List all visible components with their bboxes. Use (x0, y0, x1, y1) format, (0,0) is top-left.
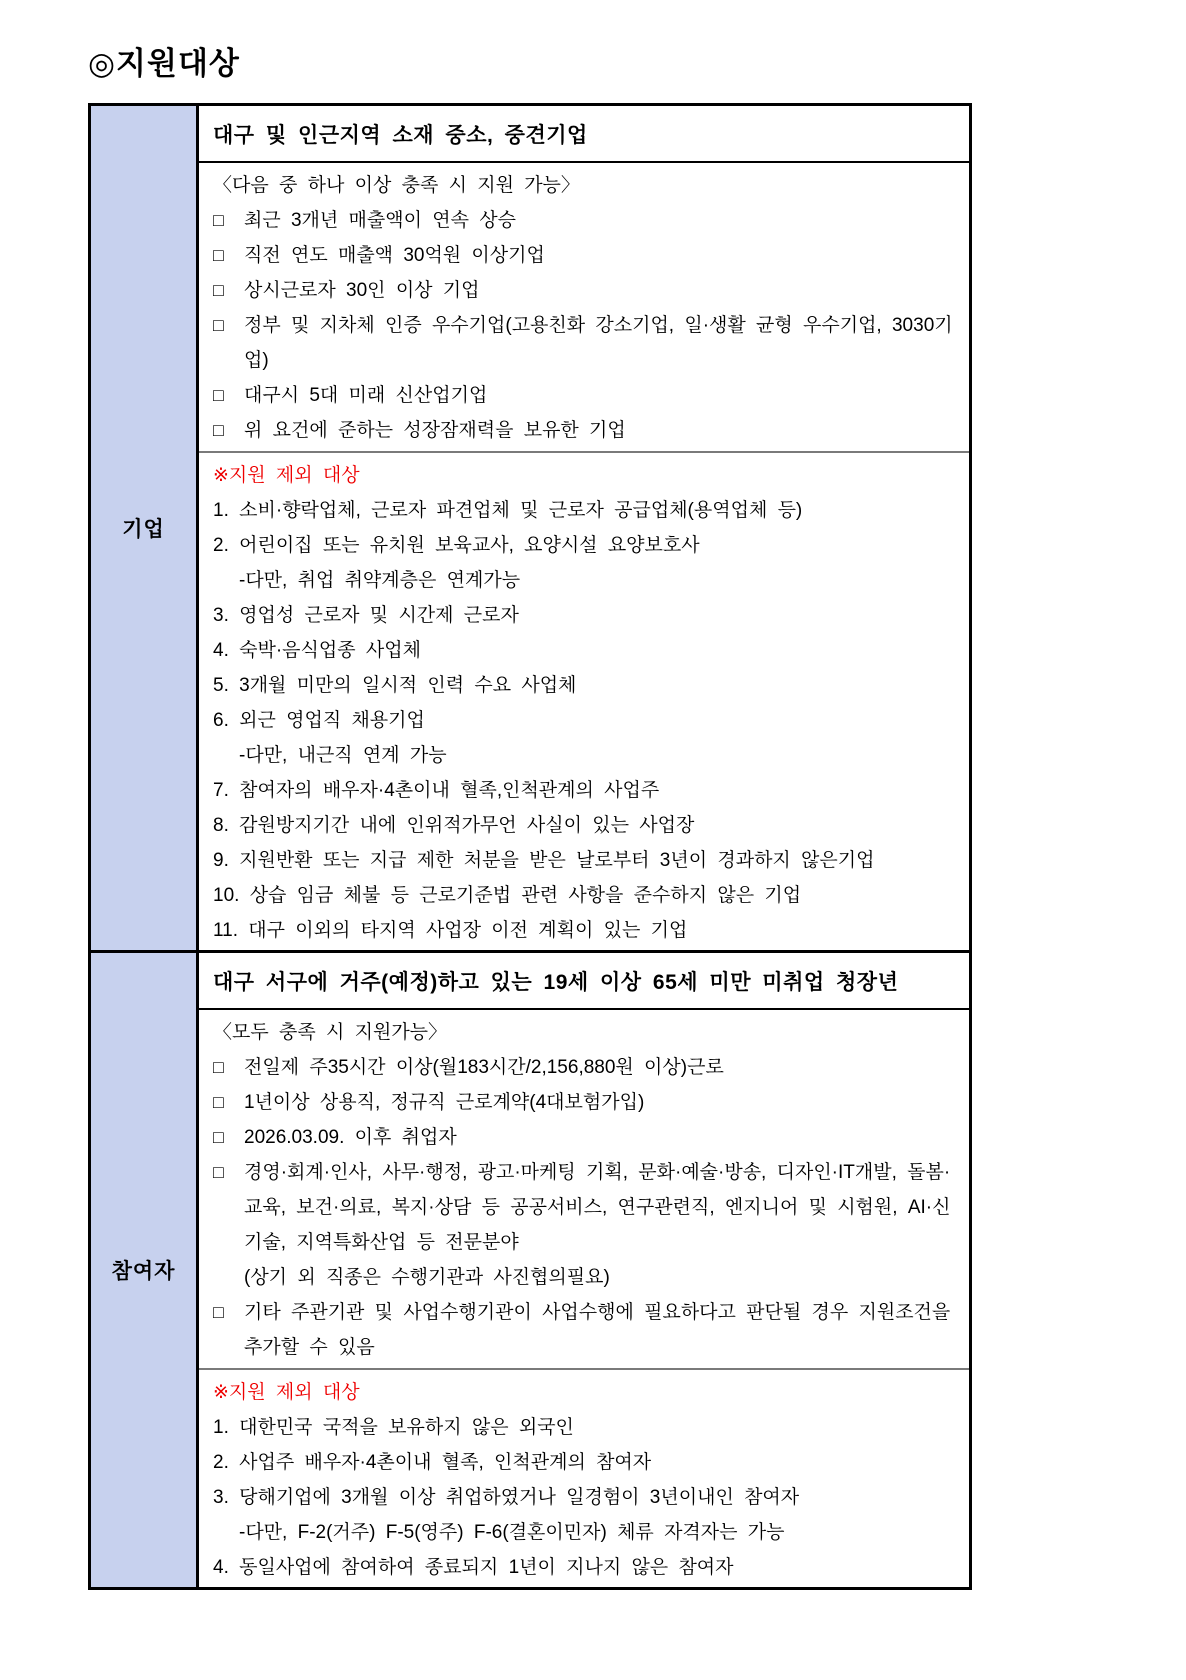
checkbox-icon: □ (213, 1092, 224, 1112)
list-item (213, 738, 959, 773)
line-text: 정부 및 지차체 인증 우수기업(고용친화 강소기업, 일·생활 균형 우수기업, 3030기업) (244, 315, 953, 371)
checkbox-icon: □ (213, 245, 224, 265)
group-content-participant (199, 953, 969, 1587)
line-text: 6. 외근 영업직 채용기업 (213, 710, 425, 731)
line-text: 2. 어린이집 또는 유치원 보육교사, 요양시설 요양보호사 (213, 535, 700, 556)
list-item (213, 1085, 959, 1120)
line-text: 4. 숙박·음식업종 사업체 (213, 640, 421, 661)
list-item (213, 458, 959, 493)
line-text: 7. 참여자의 배우자·4촌이내 혈족,인척관계의 사업주 (213, 780, 660, 801)
line-text: 1. 소비·향락업체, 근로자 파견업체 및 근로자 공급업체(용역업체 등) (213, 500, 803, 521)
list-item (213, 493, 959, 528)
checkbox-icon: □ (213, 210, 224, 230)
list-item (213, 878, 959, 913)
list-item (213, 1515, 959, 1550)
list-item (213, 703, 959, 738)
line-text: 〈다음 중 하나 이상 충족 시 지원 가능〉 (213, 175, 580, 196)
checkbox-icon: □ (213, 1127, 224, 1147)
list-item (213, 1155, 959, 1260)
list-item (213, 598, 959, 633)
list-item (213, 1375, 959, 1410)
checkbox-icon: □ (213, 385, 224, 405)
table-group-company (91, 106, 969, 950)
group-header-company: 대구 및 인근지역 소재 중소, 중견기업 (199, 106, 969, 163)
list-item (213, 378, 959, 413)
list-item (213, 1050, 959, 1085)
checkbox-icon: □ (213, 420, 224, 440)
list-item (213, 413, 959, 448)
line-text: 3. 당해기업에 3개월 이상 취업하였거나 일경험이 3년이내인 참여자 (213, 1487, 800, 1508)
group-header-participant: 대구 서구에 거주(예정)하고 있는 19세 이상 65세 미만 미취업 청장년 (199, 953, 969, 1010)
list-item (213, 168, 959, 203)
line-text: 4. 동일사업에 참여하여 종료되지 1년이 지나지 않은 참여자 (213, 1557, 734, 1578)
list-item (213, 1550, 959, 1585)
line-text: 10. 상습 임금 체불 등 근로기준법 관련 사항을 준수하지 않은 기업 (213, 885, 802, 906)
list-item (213, 808, 959, 843)
list-item (213, 1120, 959, 1155)
list-item (213, 1480, 959, 1515)
group-content-company (199, 106, 969, 950)
line-text: 2. 사업주 배우자·4촌이내 혈족, 인척관계의 참여자 (213, 1452, 652, 1473)
list-item (213, 563, 959, 598)
list-item (213, 238, 959, 273)
line-text: 기타 주관기관 및 사업수행기관이 사업수행에 필요하다고 판단될 경우 지원조건을 추가할 수 있음 (244, 1302, 951, 1358)
line-text: 위 요건에 준하는 성장잠재력을 보유한 기업 (244, 420, 626, 441)
line-text: 11. 대구 이외의 타지역 사업장 이전 계획이 있는 기업 (213, 920, 688, 941)
list-item (213, 1410, 959, 1445)
line-text: 3. 영업성 근로자 및 시간제 근로자 (213, 605, 519, 626)
company-exclusions-list (199, 453, 969, 950)
line-text: ※지원 제외 대상 (213, 1382, 360, 1403)
checkbox-icon: □ (213, 280, 224, 300)
list-item (213, 1260, 959, 1295)
table-group-participant (91, 950, 969, 1587)
line-text: 9. 지원반환 또는 지급 제한 처분을 받은 날로부터 3년이 경과하지 않은기업 (213, 850, 875, 871)
checkbox-icon: □ (213, 1162, 224, 1182)
list-item (213, 273, 959, 308)
group-label-participant: 참여자 (91, 953, 199, 1587)
line-text: 대구시 5대 미래 신산업기업 (244, 385, 488, 406)
line-text: 전일제 주35시간 이상(월183시간/2,156,880원 이상)근로 (244, 1057, 724, 1078)
line-text: 상시근로자 30인 이상 기업 (244, 280, 480, 301)
list-item (213, 203, 959, 238)
list-item (213, 528, 959, 563)
checkbox-icon: □ (213, 1302, 224, 1322)
checkbox-icon: □ (213, 1057, 224, 1077)
list-item (213, 633, 959, 668)
list-item (213, 1015, 959, 1050)
line-text: 〈모두 충족 시 지원가능〉 (213, 1022, 448, 1043)
line-text: 경영·회계·인사, 사무·행정, 광고·마케팅 기획, 문화·예술·방송, 디자인·IT개발, 돌봄·교육, 보건·의료, 복지·상담 등 공공서비스, 연구관련직, 엔지니어 및 시험원, AI·신기술, 지역특화산업 등 전문분야 (244, 1162, 951, 1253)
list-item (213, 308, 959, 378)
line-text: (상기 외 직종은 수행기관과 사진협의필요) (244, 1267, 610, 1288)
line-text: 1년이상 상용직, 정규직 근로계약(4대보험가입) (244, 1092, 645, 1113)
line-text: -다만, 취업 취약계층은 연계가능 (239, 570, 521, 591)
list-item (213, 1295, 959, 1365)
support-target-table (88, 103, 972, 1590)
company-conditions-list (199, 163, 969, 453)
page-title: ◎지원대상 (88, 46, 240, 81)
list-item (213, 1445, 959, 1480)
list-item (213, 913, 959, 948)
checkbox-icon: □ (213, 315, 224, 335)
participant-conditions-list (199, 1010, 969, 1370)
list-item (213, 843, 959, 878)
group-label-company: 기업 (91, 106, 199, 950)
line-text: 2026.03.09. 이후 취업자 (244, 1127, 457, 1148)
line-text: -다만, F-2(거주) F-5(영주) F-6(결혼이민자) 체류 자격자는 가능 (239, 1522, 785, 1543)
list-item (213, 668, 959, 703)
participant-exclusions-list (199, 1370, 969, 1587)
line-text: 5. 3개월 미만의 일시적 인력 수요 사업체 (213, 675, 577, 696)
line-text: ※지원 제외 대상 (213, 465, 360, 486)
line-text: 8. 감원방지기간 내에 인위적가무언 사실이 있는 사업장 (213, 815, 695, 836)
line-text: 최근 3개년 매출액이 연속 상승 (244, 210, 516, 231)
line-text: -다만, 내근직 연계 가능 (239, 745, 447, 766)
line-text: 직전 연도 매출액 30억원 이상기업 (244, 245, 545, 266)
line-text: 1. 대한민국 국적을 보유하지 않은 외국인 (213, 1417, 574, 1438)
list-item (213, 773, 959, 808)
